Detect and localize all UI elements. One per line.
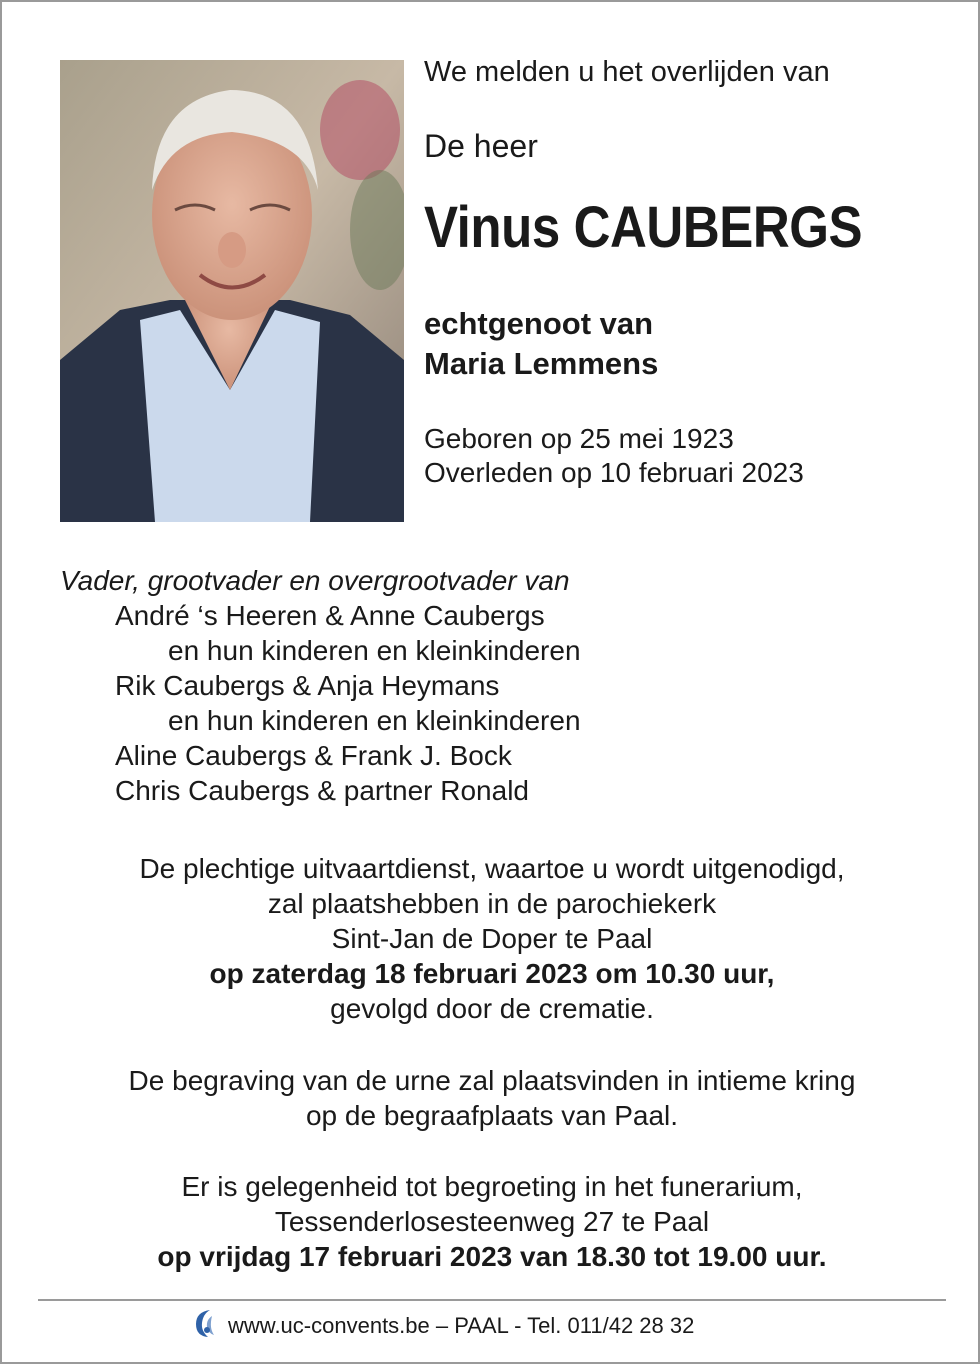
- family-heading: Vader, grootvader en overgrootvader van: [60, 565, 570, 596]
- portrait-photo: [60, 60, 404, 522]
- death-date: Overleden op 10 februari 2023: [424, 457, 804, 488]
- funeral-home-logo-icon: [192, 1306, 218, 1346]
- family-line: Rik Caubergs & Anja Heymans: [115, 670, 500, 701]
- service-datetime: op zaterdag 18 februari 2023 om 10.30 uur,: [209, 958, 775, 989]
- spouse-name: Maria Lemmens: [424, 346, 659, 381]
- visitation-datetime: op vrijdag 17 februari 2023 van 18.30 tot 19.00 uur.: [157, 1241, 827, 1272]
- visitation-address: Tessenderlosesteenweg 27 te Paal: [274, 1206, 710, 1237]
- service-line: gevolgd door de crematie.: [330, 993, 654, 1024]
- burial-line: op de begraafplaats van Paal.: [305, 1100, 679, 1131]
- footer: [192, 1306, 694, 1346]
- spouse-label: echtgenoot van: [424, 306, 654, 341]
- honorific-title: De heer: [424, 128, 538, 164]
- service-line: zal plaatshebben in de parochiekerk: [267, 888, 717, 919]
- service-line: De plechtige uitvaartdienst, waartoe u wordt uitgenodigd,: [139, 853, 845, 884]
- footer-divider: [38, 1299, 946, 1301]
- family-line: André ‘s Heeren & Anne Caubergs: [115, 600, 545, 631]
- family-line: Aline Caubergs & Frank J. Bock: [115, 740, 512, 771]
- intro-line: We melden u het overlijden van: [424, 56, 830, 88]
- deceased-name: Vinus CAUBERGS: [424, 195, 863, 260]
- birth-date: Geboren op 25 mei 1923: [424, 423, 734, 454]
- burial-line: De begraving van de urne zal plaatsvinden in intieme kring: [128, 1065, 856, 1096]
- family-line: en hun kinderen en kleinkinderen: [168, 635, 581, 666]
- family-line: en hun kinderen en kleinkinderen: [168, 705, 581, 736]
- footer-contact: www.uc-convents.be – PAAL - Tel. 011/42 28 32: [228, 1313, 695, 1338]
- service-church: Sint-Jan de Doper te Paal: [331, 923, 653, 954]
- visitation-line: Er is gelegenheid tot begroeting in het funerarium,: [181, 1171, 803, 1202]
- family-line: Chris Caubergs & partner Ronald: [115, 775, 529, 806]
